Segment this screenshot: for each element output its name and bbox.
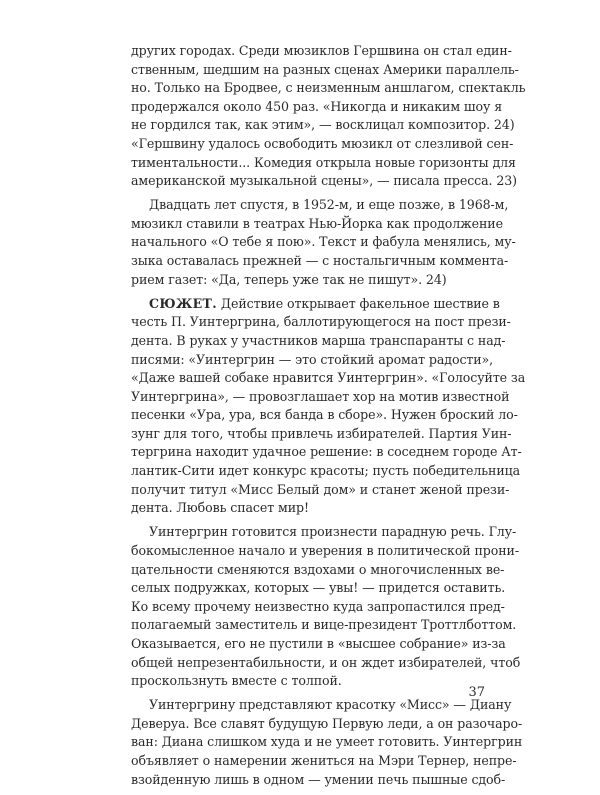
text-line: Двадцать лет спустя, в 1952-м, и еще позже, в 1968-м, <box>149 197 509 213</box>
text-line: ственным, шедшим на разных сценах Америки параллель- <box>131 61 519 77</box>
text-line: тергрина находит удачное решение: в соседнем городе Ат- <box>131 444 522 460</box>
paragraph-1 <box>131 42 526 191</box>
text-line: «Гершвину удалось освободить мюзикл от слезливой сен- <box>131 135 514 151</box>
text-line: зунг для того, чтобы привлечь избирателей. Партия Уин- <box>131 425 512 441</box>
text-line: ван: Диана слишком худа и не умеет готовить. Уинтергрин <box>131 734 523 750</box>
body-text <box>131 42 526 795</box>
text-line: Оказывается, его не пустили в «высшее собрание» из-за <box>131 635 506 651</box>
text-line: взойденную лишь в одном — умении печь пышные сдоб- <box>131 771 506 787</box>
paragraph-2 <box>131 196 516 289</box>
text-line: начального «О тебе я пою». Текст и фабула менялись, му- <box>131 234 516 250</box>
text-line: мюзикл ставили в театрах Нью-Йорка как продолжение <box>131 215 503 231</box>
text-line: не гордился так, как этим», — восклицал композитор. 24) <box>131 117 515 133</box>
section-heading-plot: СЮЖЕТ. <box>149 295 217 311</box>
text-line: честь П. Уинтергрина, баллотирующегося на пост прези- <box>131 314 511 330</box>
paragraph-3-plot <box>131 295 526 518</box>
text-line: других городах. Среди мюзиклов Гершвина он стал един- <box>131 43 512 58</box>
text-line: лантик-Сити идет конкурс красоты; пусть победительница <box>131 463 521 479</box>
text-line: но. Только на Бродвее, с неизменным аншлагом, спектакль <box>131 80 526 96</box>
text-line: получит титул «Мисс Белый дом» и станет женой прези- <box>131 481 510 497</box>
page-number: 37 <box>468 685 485 700</box>
paragraph-4 <box>131 523 521 690</box>
text-line: Уинтергрина», — провозглашает хор на мотив известной <box>131 388 510 404</box>
paragraph-5 <box>131 696 523 789</box>
text-line: «Даже вашей собаке нравится Уинтергрин». «Голосуйте за <box>131 370 526 386</box>
text-line: полагаемый заместитель и вице-президент Троттлботтом. <box>131 617 517 633</box>
text-line: зыка оставалась прежней — с ностальгичным коммента- <box>131 253 509 269</box>
text-line: бокомысленное начало и уверения в политической прони- <box>131 542 519 558</box>
text-line: рием газет: «Да, теперь уже так не пишут». 24) <box>131 271 447 287</box>
text-line: тиментальности... Комедия открыла новые горизонты для <box>131 154 516 170</box>
text-line: общей непрезентабильности, и он ждет избирателей, чтоб <box>131 654 521 670</box>
text-line-rest: Действие открывает факельное шествие в <box>216 295 500 311</box>
text-line <box>131 295 500 314</box>
text-line: проскользнуть вместе с толпой. <box>131 673 342 689</box>
text-line: продержался около 450 раз. «Никогда и никаким шоу я <box>131 98 503 114</box>
text-line: селых подружках, которых — увы! — придется оставить. <box>131 580 506 596</box>
text-line: Уинтергрину представляют красотку «Мисс» — Диану <box>149 697 512 713</box>
text-line: писями: «Уинтергрин — это стойкий аромат радости», <box>131 351 494 367</box>
text-line: Ко всему прочему неизвестно куда запропастился пред- <box>131 598 505 614</box>
text-line: песенки «Ура, ура, вся банда в сборе». Нужен броский ло- <box>131 407 518 423</box>
text-line: цательности сменяются вздохами о многочисленных ве- <box>131 561 505 577</box>
text-line: объявляет о намерении жениться на Мэри Тернер, непре- <box>131 752 517 768</box>
text-line: дента. Любовь спасет мир! <box>131 500 309 516</box>
text-line: Уинтергрин готовится произнести парадную речь. Глу- <box>149 524 517 540</box>
text-line: дента. В руках у участников марша транспаранты с над- <box>131 332 506 348</box>
text-line: американской музыкальной сцены», — писала пресса. 23) <box>131 173 517 189</box>
text-line: Деверуа. Все славят будущую Первую леди, а он разочаро- <box>131 715 523 731</box>
